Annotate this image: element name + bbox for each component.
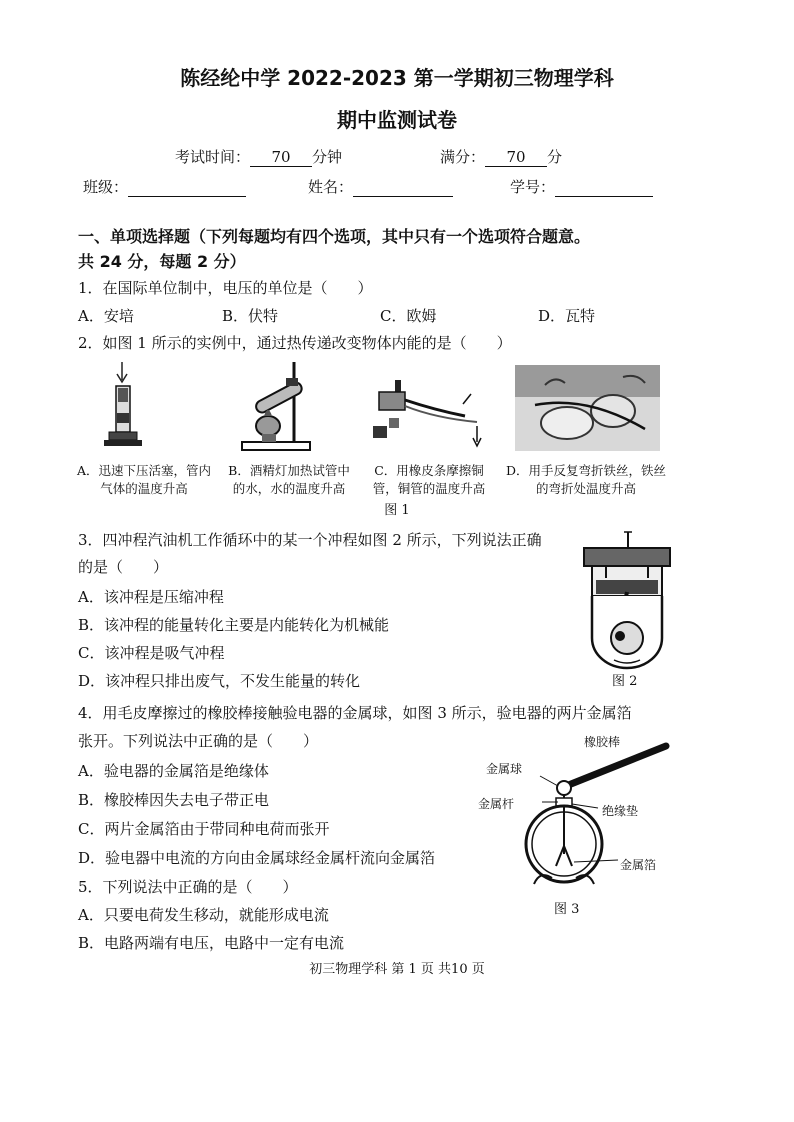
q3-stem-line2: 的是（ ） xyxy=(78,558,169,576)
name-field xyxy=(308,176,453,197)
exam-time-value: 70 xyxy=(250,149,312,167)
q1-option-a: A．安培 xyxy=(78,307,134,325)
fig1-caption-c: C．用橡皮条摩擦铜管，铜管的温度升高 xyxy=(372,463,486,496)
exam-time-label: 考试时间： xyxy=(175,148,251,166)
full-score-label: 满分： xyxy=(440,148,486,166)
q1-option-c: C．欧姆 xyxy=(380,307,437,325)
fig1d-bending-wire-image xyxy=(515,365,660,451)
full-score-row xyxy=(440,146,562,167)
exam-info-row xyxy=(175,146,342,167)
fig3-label-insulating-pad: 绝缘垫 xyxy=(602,804,639,818)
q2-stem: 2．如图 1 所示的实例中，通过热传递改变物体内能的是（ ） xyxy=(78,334,512,352)
fig2-engine-cylinder-image xyxy=(578,526,676,671)
fig1-caption-a: A．迅速下压活塞，管内气体的温度升高 xyxy=(76,463,212,496)
fig3-label-metal-foil: 金属箔 xyxy=(620,858,657,872)
q4-option-c: C．两片金属箔由于带同种电荷而张开 xyxy=(78,820,330,838)
q4-stem-line1: 4．用毛皮摩擦过的橡胶棒接触验电器的金属球，如图 3 所示，验电器的两片金属箔 xyxy=(78,704,632,722)
section1-heading-line1: 一、单项选择题（下列每题均有四个选项，其中只有一个选项符合题意。 xyxy=(78,227,591,246)
q5-option-b: B．电路两端有电压，电路中一定有电流 xyxy=(78,934,345,952)
q3-option-c: C．该冲程是吸气冲程 xyxy=(78,644,225,662)
q3-option-b: B．该冲程的能量转化主要是内能转化为机械能 xyxy=(78,616,390,634)
exam-title-line2: 期中监测试卷 xyxy=(337,108,457,132)
q3-option-a: A．该冲程是压缩冲程 xyxy=(78,588,224,606)
page-footer: 初三物理学科 第 1 页 共10 页 xyxy=(309,962,485,977)
name-blank[interactable] xyxy=(353,179,453,197)
section1-heading-line2: 共 24 分，每题 2 分） xyxy=(78,252,246,271)
q1-option-d: D．瓦特 xyxy=(538,307,596,325)
q3-stem-line1: 3．四冲程汽油机工作循环中的某一个冲程如图 2 所示，下列说法正确 xyxy=(78,531,542,549)
q4-option-a: A．验电器的金属箔是绝缘体 xyxy=(78,762,269,780)
fig3-electroscope-image xyxy=(500,742,676,900)
fig1c-copper-tube-image xyxy=(365,370,490,455)
exam-time-unit: 分钟 xyxy=(312,148,343,166)
fig1-label: 图 1 xyxy=(384,503,410,518)
student-id-blank[interactable] xyxy=(555,179,653,197)
q4-option-d: D．验电器中电流的方向由金属球经金属杆流向金属箔 xyxy=(78,849,436,867)
fig3-label-metal-ball: 金属球 xyxy=(486,762,523,776)
class-blank[interactable] xyxy=(128,179,246,197)
exam-title-line1: 陈经纶中学 2022-2023 第一学期初三物理学科 xyxy=(180,66,614,90)
q1-stem: 1．在国际单位制中，电压的单位是（ ） xyxy=(78,279,373,297)
name-label: 姓名： xyxy=(308,178,354,196)
fig1-caption-d: D．用手反复弯折铁丝，铁丝的弯折处温度升高 xyxy=(505,463,667,496)
q5-stem: 5．下列说法中正确的是（ ） xyxy=(78,878,298,896)
fig3-label: 图 3 xyxy=(554,902,580,917)
fig1b-alcohol-lamp-image xyxy=(238,356,318,452)
student-id-label: 学号： xyxy=(510,178,556,196)
student-id-field xyxy=(510,176,653,197)
q4-option-b: B．橡胶棒因失去电子带正电 xyxy=(78,791,270,809)
fig1a-fire-syringe-image xyxy=(100,358,150,450)
class-field xyxy=(83,176,246,197)
fig3-label-metal-rod: 金属杆 xyxy=(478,797,515,811)
q3-option-d: D．该冲程只排出废气，不发生能量的转化 xyxy=(78,672,361,690)
full-score-unit: 分 xyxy=(547,148,563,166)
full-score-value: 70 xyxy=(485,149,547,167)
q4-stem-line2: 张开。下列说法中正确的是（ ） xyxy=(78,732,319,750)
fig1-caption-b: B．酒精灯加热试管中的水，水的温度升高 xyxy=(228,463,350,496)
fig2-label: 图 2 xyxy=(612,674,638,689)
q1-option-b: B．伏特 xyxy=(222,307,279,325)
class-label: 班级： xyxy=(83,178,129,196)
q5-option-a: A．只要电荷发生移动，就能形成电流 xyxy=(78,906,329,924)
fig3-label-rubber-rod: 橡胶棒 xyxy=(584,735,621,749)
